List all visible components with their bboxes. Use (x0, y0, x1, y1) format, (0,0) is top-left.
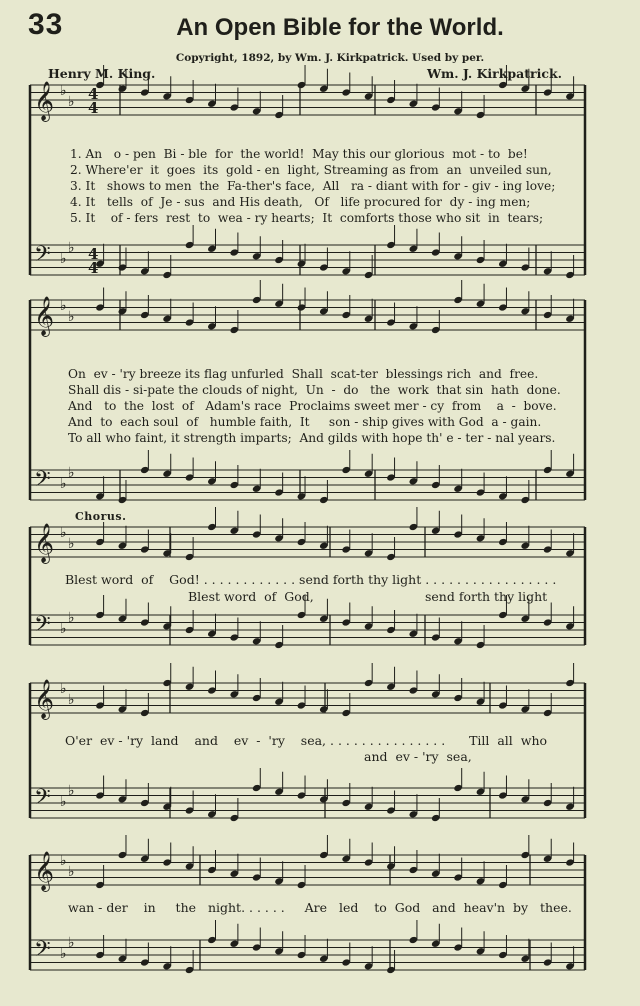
flat-icon: ♭ (60, 621, 67, 637)
flat-icon: ♭ (60, 853, 67, 869)
bass-clef-icon: 𝄢 (34, 612, 51, 642)
treble-clef-icon: 𝄞 (34, 81, 55, 121)
chorus-line2-treble: O'er ev - 'ry land and ev - 'ry sea, . . . . . . . . . . . . . . . Till all who (65, 733, 548, 748)
composer-credit: Wm. J. Kirkpatrick. (426, 66, 562, 81)
time-signature-digit: 4 (88, 245, 99, 263)
verse2-line-4: And to each soul of humble faith, It son - ship gives with God a - gain. (68, 415, 542, 429)
flat-icon: ♭ (68, 610, 75, 626)
verse2-line-3: And to the lost of Adam's race Proclaims sweet mer - cy from a - bove. (68, 399, 557, 413)
verse2-line-1: On ev - 'ry breeze its flag unfurled Shall scat-ter blessings rich and free. (68, 367, 539, 381)
flat-icon: ♭ (60, 525, 67, 541)
verse2-line-5: To all who faint, it strength imparts; And gilds with hope th' e - ter - nal years. (68, 431, 556, 445)
bass-clef-icon: 𝄢 (34, 937, 51, 967)
time-signature-digit: 4 (88, 259, 99, 277)
treble-clef-icon: 𝄞 (34, 523, 55, 563)
treble-clef-icon: 𝄞 (34, 851, 55, 891)
verse2-line-2: Shall dis - si-pate the clouds of night, Un - do the work that sin hath done. (68, 383, 561, 397)
verse-line-5: 5. It of - fers rest to wea - ry hearts; It comforts those who sit in tears; (70, 211, 544, 225)
treble-clef-icon: 𝄞 (34, 679, 55, 719)
bass-clef-icon: 𝄢 (34, 785, 51, 815)
lyricist-credit: Henry M. King. (48, 66, 156, 81)
flat-icon: ♭ (60, 251, 67, 267)
flat-icon: ♭ (68, 864, 75, 880)
flat-icon: ♭ (68, 94, 75, 110)
verse-line-3: 3. It shows to men the Fa-ther's face, All ra - diant with for - giv - ing love; (70, 179, 556, 193)
flat-icon: ♭ (68, 240, 75, 256)
verse-line-2: 2. Where'er it goes its gold - en light, Streaming as from an unveiled sun, (70, 163, 552, 177)
treble-clef-icon: 𝄞 (34, 296, 55, 336)
bass-clef-icon: 𝄢 (34, 467, 51, 497)
flat-icon: ♭ (60, 476, 67, 492)
flat-icon: ♭ (68, 465, 75, 481)
verse-line-4: 4. It tells of Je - sus and His death, Of life procured for dy - ing men; (70, 195, 531, 209)
flat-icon: ♭ (68, 536, 75, 552)
bass-clef-icon: 𝄢 (34, 242, 51, 272)
hymn-number: 33 (28, 8, 64, 41)
verse-line-1: 1. An o - pen Bi - ble for the world! May this our glorious mot - to be! (70, 147, 528, 161)
flat-icon: ♭ (60, 83, 67, 99)
chorus-line3: wan - der in the night. . . . . . Are led to God and heav'n by thee. (68, 900, 572, 915)
flat-icon: ♭ (60, 298, 67, 314)
flat-icon: ♭ (68, 783, 75, 799)
flat-icon: ♭ (60, 946, 67, 962)
flat-icon: ♭ (68, 935, 75, 951)
chorus-line1-treble: Blest word of God! . . . . . . . . . . . . send forth thy light . . . . . . . . . . . . . . . . . (65, 572, 557, 587)
flat-icon: ♭ (60, 794, 67, 810)
chorus-label: Chorus. (75, 510, 127, 523)
chorus-line2-bass: and ev - 'ry sea, (364, 749, 472, 764)
copyright-notice: Copyright, 1892, by Wm. J. Kirkpatrick. Used by per. (175, 52, 485, 64)
hymn-title: An Open Bible for the World. (176, 14, 504, 41)
flat-icon: ♭ (68, 309, 75, 325)
flat-icon: ♭ (60, 681, 67, 697)
chorus-line1-bass: Blest word of God, send forth thy light (188, 589, 548, 604)
flat-icon: ♭ (68, 692, 75, 708)
time-signature-digit: 4 (88, 99, 99, 117)
time-signature-digit: 4 (88, 85, 99, 103)
